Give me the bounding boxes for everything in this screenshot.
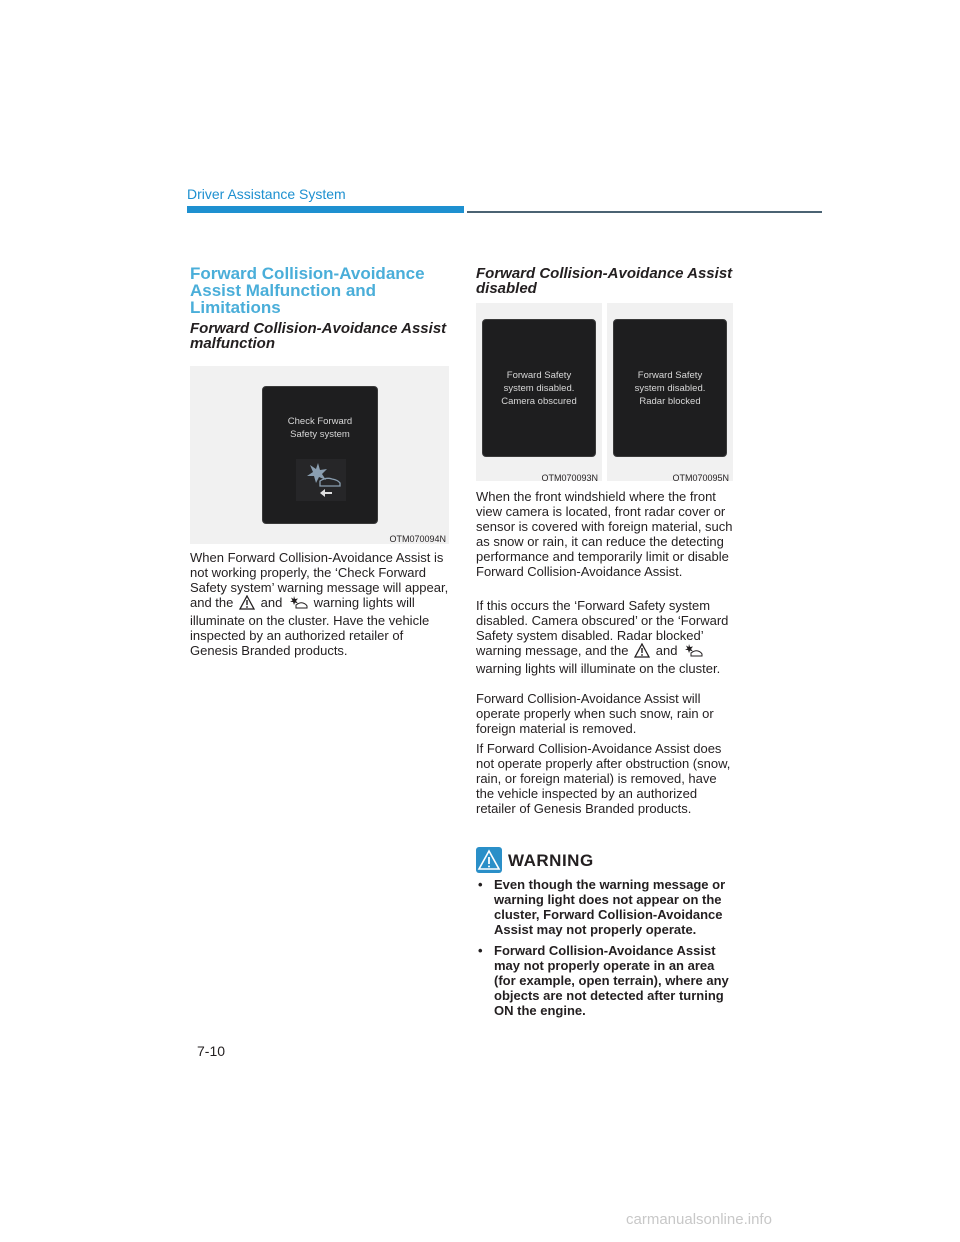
page-number: 7-10 (197, 1043, 226, 1059)
collision-warning-icon (683, 643, 703, 661)
figure-radar-blocked (607, 303, 733, 481)
section-heading: Forward Collision-Avoidance Assist Malfunction and Limitations (190, 264, 425, 317)
paragraph-have-inspected: If Forward Collision-Avoidance Assist does not operate properly after obstruction (snow, rain, or foreign material) is removed, have the vehicle inspected by an authorized retailer of Genesis Branded products. (476, 741, 731, 816)
paragraph-malfunction (190, 550, 452, 658)
warning-item: • Even though the warning message or warning light does not appear on the cluster, Forward Collision-Avoidance Assist may not properly operate. (476, 877, 738, 937)
text-segment: When Forward Collision-Avoidance Assist is not working properly, the ‘Check Forward Safety system’ warning message will appear, and the (190, 550, 449, 610)
header-bar-rule (467, 211, 822, 213)
paragraph-warning-message (476, 598, 738, 676)
paragraph-obstruction: When the front windshield where the front view camera is located, front radar cover or sensor is covered with foreign material, such as snow or rain, it can reduce the detecting performance and temporarily limit or disable Forward Collision-Avoidance Assist. (476, 489, 733, 579)
screen-message: Check Forward Safety system (287, 416, 353, 440)
warning-triangle-icon (239, 595, 255, 613)
figure-camera-obscured (476, 303, 602, 481)
text-segment: and (655, 643, 678, 658)
section-title: Driver Assistance System (187, 186, 346, 202)
text-segment: warning lights will illuminate on the cluster. Have the vehicle inspected by an authorized retailer of Genesis Branded products. (190, 595, 430, 658)
paragraph-operate-properly: Forward Collision-Avoidance Assist will operate properly when such snow, rain or foreign material is removed. (476, 691, 714, 736)
figure-code: OTM070094N (389, 534, 446, 544)
watermark: carmanualsonline.info (626, 1211, 772, 1228)
subheading-malfunction: Forward Collision-Avoidance Assist malfunction (190, 320, 447, 352)
warning-list (476, 877, 738, 1024)
header-bar-accent (187, 206, 464, 213)
cluster-screen (262, 386, 378, 524)
warning-icon (476, 847, 502, 873)
text-segment: and (260, 595, 283, 610)
cluster-screen (482, 319, 596, 457)
text-segment: warning lights will illuminate on the cluster. (476, 661, 721, 676)
text-segment: If this occurs the ‘Forward Safety system disabled. Camera obscured’ or the ‘Forward Safety system disabled. Radar blocked’ warning message, and the (476, 598, 729, 658)
figure-code: OTM070095N (672, 473, 729, 483)
figure-check-forward-safety (190, 366, 449, 544)
cluster-screen (613, 319, 727, 457)
figure-code: OTM070093N (541, 473, 598, 483)
warning-item: • Forward Collision-Avoidance Assist may not properly operate in an area (for example, open terrain), where any objects are not detected after turning ON the engine. (476, 943, 738, 1018)
subheading-disabled: Forward Collision-Avoidance Assist disabled (476, 265, 733, 297)
collision-warning-icon (288, 595, 308, 613)
warning-triangle-icon (634, 643, 650, 661)
screen-message: Forward Safety system disabled. Camera obscured (501, 370, 577, 407)
warning-title: WARNING (508, 851, 594, 870)
screen-message: Forward Safety system disabled. Radar blocked (634, 370, 706, 407)
collision-warning-icon (296, 459, 346, 501)
